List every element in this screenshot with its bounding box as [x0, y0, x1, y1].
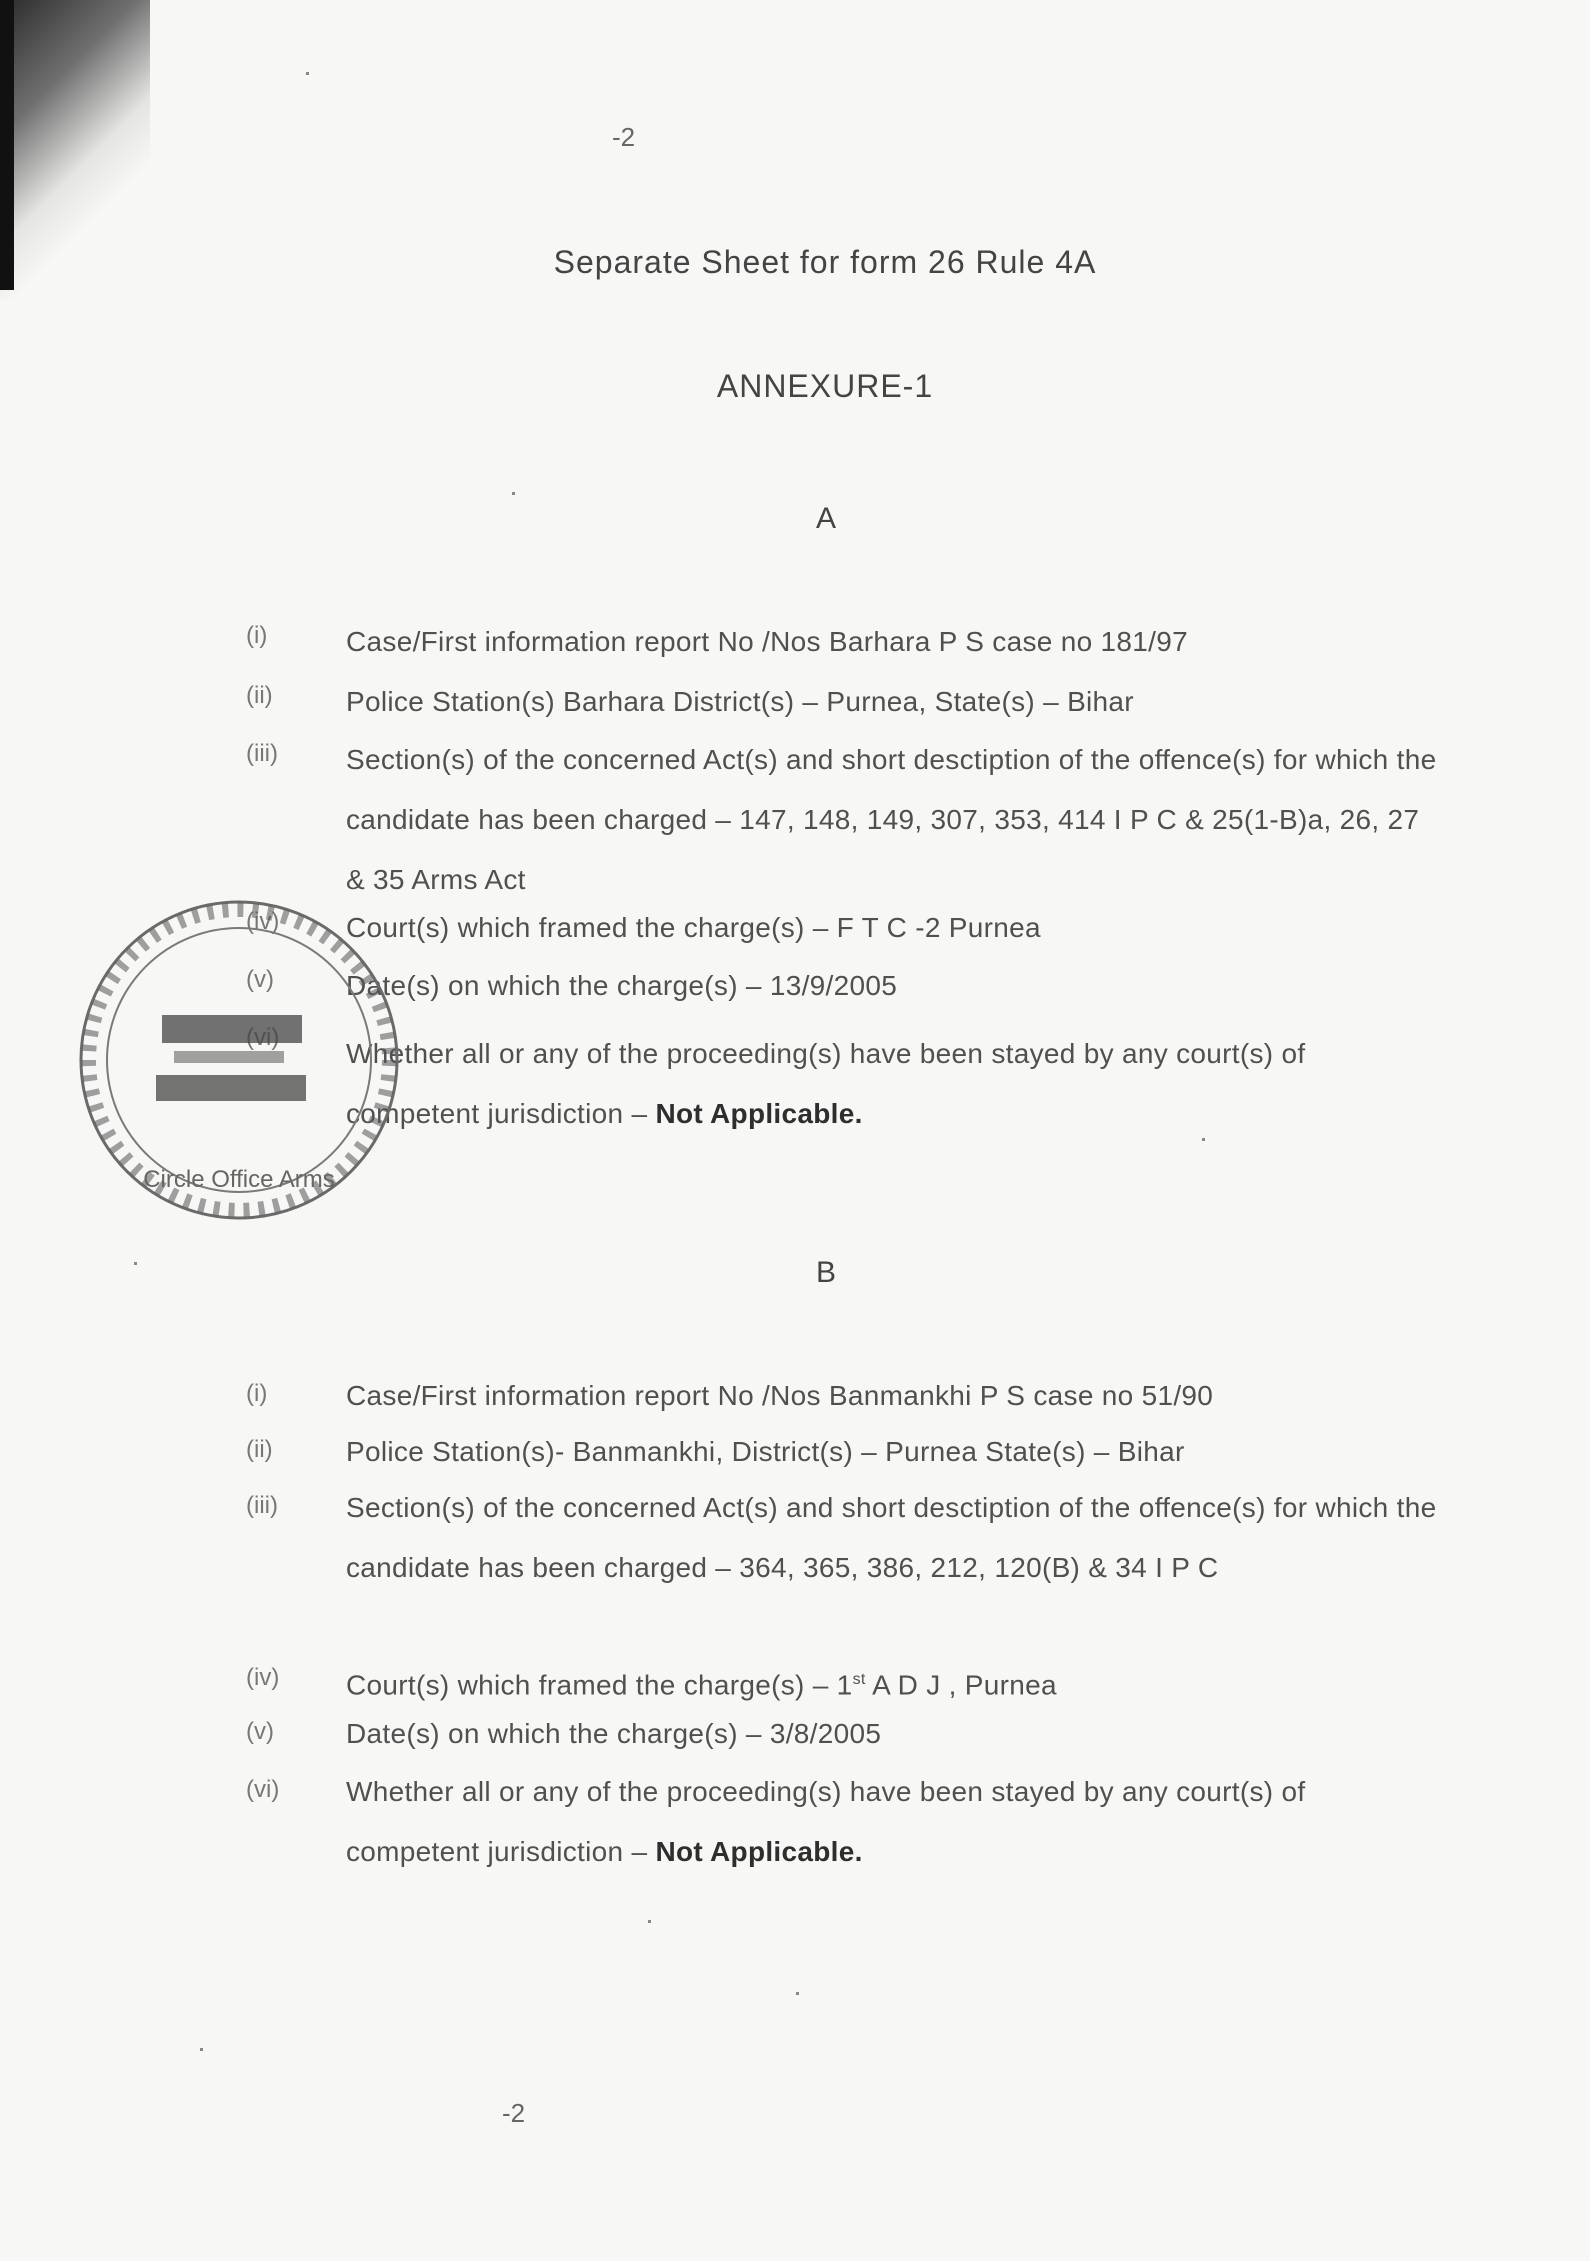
- list-item: Police Station(s) Barhara District(s) – Purnea, State(s) – Bihar: [346, 686, 1134, 717]
- list-item: Case/First information report No /Nos Banmankhi P S case no 51/90: [346, 1380, 1214, 1411]
- scan-speck: [512, 492, 515, 495]
- not-applicable-text: Not Applicable.: [655, 1098, 863, 1129]
- scan-speck: [796, 1992, 799, 1995]
- page-mark-top: -2: [612, 122, 636, 152]
- list-item: Court(s) which framed the charge(s) – F T C -2 Purnea: [346, 912, 1041, 943]
- item-number: (v): [246, 1718, 274, 1745]
- item-number: (iv): [246, 1664, 280, 1691]
- item-text: A D J , Purnea: [865, 1669, 1057, 1701]
- item-number: (i): [246, 1380, 268, 1407]
- page-mark-bottom: -2: [502, 2098, 526, 2128]
- item-number: (iii): [246, 1492, 278, 1519]
- stamp-text: Circle Office Arms: [143, 1166, 335, 1193]
- section-a-letter: A: [815, 502, 836, 535]
- scan-speck: [1202, 1138, 1205, 1141]
- list-item: Date(s) on which the charge(s) – 3/8/2005: [346, 1718, 882, 1749]
- item-number: (i): [246, 622, 268, 649]
- item-text: Whether all or any of the proceeding(s) have been stayed by any court(s) of competent jurisdiction –: [346, 1038, 1306, 1129]
- list-item: Case/First information report No /Nos Barhara P S case no 181/97: [346, 626, 1188, 657]
- list-item: Police Station(s)- Banmankhi, District(s) – Purnea State(s) – Bihar: [346, 1436, 1185, 1467]
- official-stamp-seal: [74, 895, 404, 1225]
- scan-speck: [648, 1920, 651, 1923]
- item-text: Whether all or any of the proceeding(s) have been stayed by any court(s) of competent jurisdiction –: [346, 1776, 1306, 1867]
- scan-speck: [200, 2048, 203, 2051]
- scan-speck: [306, 72, 309, 75]
- list-item: [346, 1762, 1446, 1882]
- scan-speck: [134, 1262, 137, 1265]
- not-applicable-text: Not Applicable.: [655, 1836, 863, 1867]
- list-item: Section(s) of the concerned Act(s) and short desctiption of the offence(s) for which the candidate has been charged – 147, 148, 149, 307, 353, 414 I P C & 25(1-B)a, 26, 27 & 35 Arms Act: [346, 744, 1437, 895]
- ordinal-suffix: st: [852, 1671, 866, 1688]
- item-text: Court(s) which framed the charge(s) – 1: [346, 1669, 853, 1701]
- list-item: Section(s) of the concerned Act(s) and short desctiption of the offence(s) for which the candidate has been charged – 364, 365, 386, 212, 120(B) & 34 I P C: [346, 1492, 1437, 1583]
- item-number: (v): [246, 966, 274, 993]
- list-item: Date(s) on which the charge(s) – 13/9/2005: [346, 970, 898, 1001]
- item-number: (iii): [246, 740, 278, 767]
- item-number: (iv): [246, 908, 280, 935]
- list-item: [346, 1024, 1446, 1144]
- item-number: (ii): [246, 1436, 273, 1463]
- page-title: Separate Sheet for form 26 Rule 4A: [553, 244, 1097, 280]
- section-b-letter: B: [815, 1256, 836, 1289]
- item-number: (vi): [246, 1776, 280, 1803]
- annexure-heading: ANNEXURE-1: [716, 368, 934, 404]
- item-number: (ii): [246, 682, 273, 709]
